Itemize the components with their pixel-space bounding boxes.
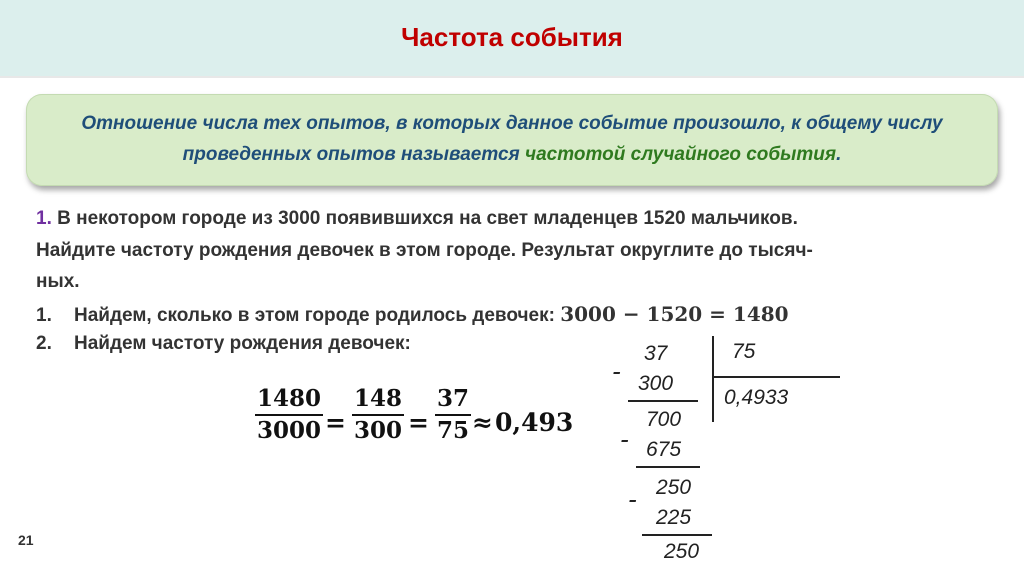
division-row-3: 675	[646, 438, 682, 461]
division-row-4: 250	[656, 476, 692, 499]
slide-header	[0, 0, 1024, 78]
division-row-1: 300	[638, 372, 674, 395]
definition-main: Отношение числа тех опытов, в которых данное событие произошло, к общему числу проведенных опытов называется	[81, 113, 943, 165]
long-division	[606, 336, 866, 574]
slide-title: Частота события	[401, 22, 623, 52]
problem-line-3: ных.	[36, 271, 80, 292]
approx-sign: ≈	[472, 408, 493, 437]
fraction-3	[435, 386, 471, 444]
problem-line-1	[36, 208, 966, 230]
fraction-1-denominator: 3000	[257, 417, 322, 444]
division-row-6: 250	[664, 540, 700, 563]
problem-text-1: В некотором городе из 3000 появившихся на свет младенцев 1520 мальчиков.	[51, 208, 798, 229]
division-quotient: 0,4933	[724, 386, 789, 409]
division-underline-1	[628, 400, 698, 402]
fraction-2	[352, 386, 404, 444]
fraction-1-numerator: 1480	[255, 386, 323, 416]
problem-number: 1.	[36, 208, 52, 229]
minus-3: -	[628, 484, 637, 514]
division-dividend: 37	[644, 342, 668, 365]
division-divisor: 75	[732, 340, 756, 363]
division-underline-3	[642, 534, 712, 536]
division-row-2: 700	[646, 408, 682, 431]
fraction-1	[255, 386, 323, 444]
equals-sign-1: =	[325, 408, 346, 437]
minus-2: -	[620, 424, 629, 454]
division-row-5: 225	[656, 506, 692, 529]
step-1-math: 3000 − 1520 = 1480	[560, 302, 789, 326]
fraction-3-numerator: 37	[435, 386, 471, 416]
definition-highlight: частотой случайного события	[525, 144, 837, 165]
step-1-number: 1.	[36, 305, 52, 326]
problem-line-2: Найдите частоту рождения девочек в этом городе. Результат округлите до тысяч-	[36, 240, 813, 261]
step-1	[36, 302, 966, 327]
definition-text	[36, 108, 988, 170]
step-1-text: Найдем, сколько в этом городе родилось девочек:	[74, 305, 561, 326]
definition-end: .	[836, 144, 842, 165]
division-underline-2	[636, 466, 700, 468]
step-2-number: 2.	[36, 333, 52, 354]
formula-result: 0,493	[495, 408, 574, 437]
fraction-2-denominator: 300	[354, 417, 403, 444]
step-2-text: Найдем частоту рождения девочек:	[74, 333, 411, 354]
fraction-2-numerator: 148	[352, 386, 404, 416]
fraction-3-denominator: 75	[437, 417, 470, 444]
slide-number: 21	[18, 532, 34, 548]
definition-box	[26, 94, 998, 186]
division-vertical-bar	[712, 336, 714, 422]
minus-1: -	[612, 356, 621, 386]
division-divisor-line	[712, 376, 840, 378]
equals-sign-2: =	[408, 408, 429, 437]
